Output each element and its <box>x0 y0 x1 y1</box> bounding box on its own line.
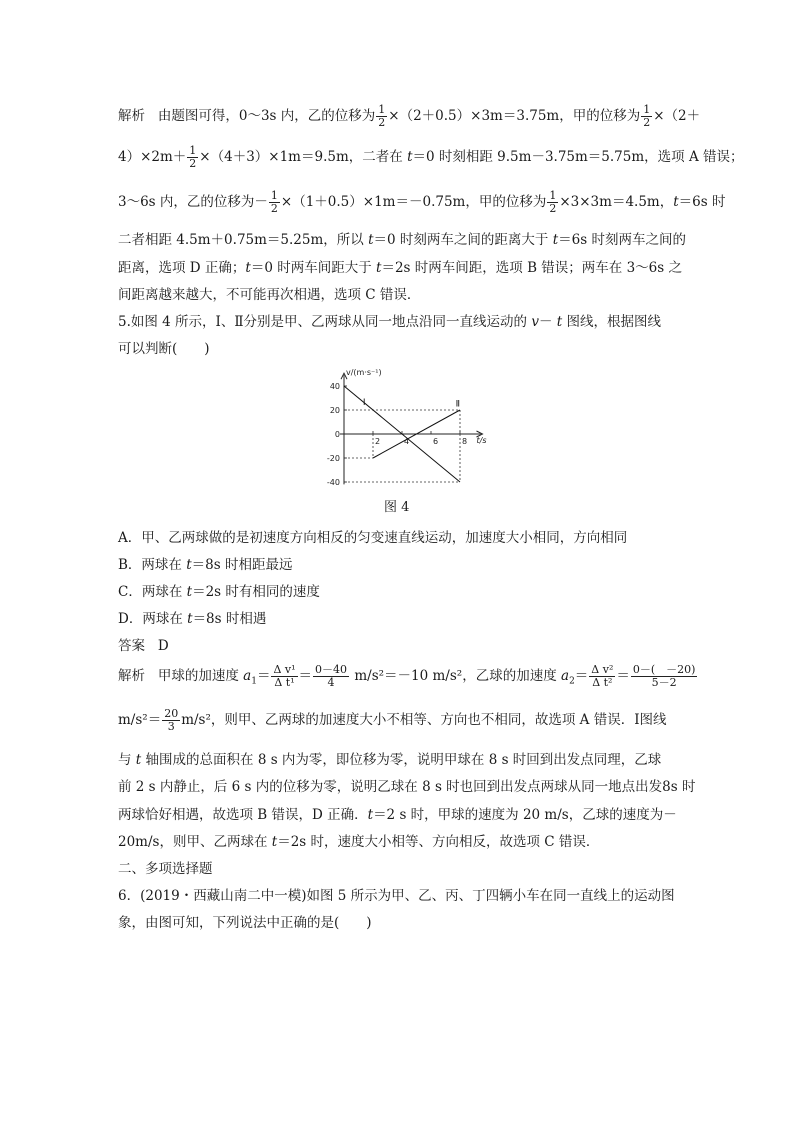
answer <box>118 634 169 654</box>
y-axis-label: v/(m·s⁻¹) <box>346 368 382 378</box>
analysis1-line4: 二者相距 4.5m＋0.75m＝5.25m，所以 t＝0 时刻两车之间的距离大于 t＝6s 时刻两车之间的 <box>118 232 686 248</box>
answer-label: 答案 <box>118 638 145 654</box>
y-tick-label: 20 <box>329 406 340 415</box>
analysis1-label: 解析 <box>118 108 145 124</box>
y-tick-label: 0 <box>334 430 340 439</box>
fraction-half: $\frac{1}{2}$ <box>549 189 557 215</box>
y-tick-label: -20 <box>326 454 340 463</box>
x-axis-label: t/s <box>476 436 487 445</box>
option-d: D．两球在 t＝8s 时相遇 <box>118 611 267 627</box>
analysis1-line3: 3～6s 内，乙的位移为－ $\frac{1}{2}$ ×（1＋0.5）×1m＝－0.75m，甲的位移为 $\frac{1}{2}$ ×3×3m＝4.5m，t＝6s 时 <box>118 189 726 215</box>
fraction-half: $\frac{1}{2}$ <box>189 144 197 170</box>
analysis2-line6: 20m/s，则甲、乙两球在 t＝2s 时，速度大小相等、方向相反，故选项 C 错误． <box>118 834 600 850</box>
x-tick-label: 8 <box>462 437 468 446</box>
analysis2-line1: 解析 甲球的加速度 $a_1=$ $\frac{\text{Δ v¹}}{\text{Δ t¹}}$ ＝ $\frac{0-40}{4}$ m/s²＝－10 m/s²，乙球的加速度 $a_2=$ $\frac{\text{Δ v²}}{\text{Δ t²}}$ ＝ $\frac{0-( -20)}{5-2}$ <box>118 663 696 689</box>
fraction: $\frac{0-( -20)}{5-2}$ <box>632 663 696 689</box>
fraction-half: $\frac{1}{2}$ <box>270 189 278 215</box>
analysis1-line2: 4）×2m＋ $\frac{1}{2}$ ×（4＋3）×1m＝9.5m，二者在 t＝0 时刻相距 9.5m－3.75m＝5.75m，选项 A 错误； <box>118 144 744 170</box>
analysis2-line4: 前 2 s 内静止，后 6 s 内的位移为零，说明乙球在 8 s 时也回到出发点两球从同一地点出发8s 时 <box>118 779 696 795</box>
x-tick-label: 4 <box>404 437 410 446</box>
x-tick-label: 2 <box>375 437 381 446</box>
analysis2-line5: 两球恰好相遇，故选项 B 错误，D 正确．t＝2 s 时，甲球的速度为 20 m/s，乙球的速度为－ <box>118 807 677 823</box>
y-tick-label: -40 <box>326 478 340 487</box>
fraction: $\frac{\text{Δ v²}}{\text{Δ t²}}$ <box>591 663 614 689</box>
vt-chart <box>318 364 487 488</box>
analysis1-line1: 解析 由题图可得，0～3s 内，乙的位移为 $\frac{1}{2}$ ×（2＋0.5）×3m＝3.75m，甲的位移为 $\frac{1}{2}$ ×（2＋ <box>118 103 701 129</box>
y-tick-label: 40 <box>329 382 340 391</box>
option-c: C．两球在 t＝2s 时有相同的速度 <box>118 584 320 600</box>
fraction-half: $\frac{1}{2}$ <box>643 103 651 129</box>
series-label-1: Ⅰ <box>362 398 366 409</box>
figure-caption: 图 4 <box>384 500 410 515</box>
option-b: B．两球在 t＝8s 时相距最远 <box>118 557 293 573</box>
section-title: 二、多项选择题 <box>118 861 213 877</box>
q5-line1: 5.如图 4 所示，Ⅰ、Ⅱ分别是甲、乙两球从同一地点沿同一直线运动的 v－ t 图线，根据图线 <box>118 314 662 330</box>
analysis1-line5: 距离，选项 D 正确；t＝0 时两车间距大于 t＝2s 时两车间距，选项 B 错误；两车在 3～6s 之 <box>118 260 682 276</box>
q6-line1: 6．(2019・西藏山南二中一模)如图 5 所示为甲、乙、丙、丁四辆小车在同一直线上的运动图 <box>118 888 675 904</box>
option-a: A．甲、乙两球做的是初速度方向相反的匀变速直线运动，加速度大小相同，方向相同 <box>118 530 628 546</box>
q5-line2: 可以判断( ) <box>118 341 210 357</box>
x-tick-label: 6 <box>433 437 439 446</box>
answer-value: D <box>157 638 169 654</box>
fraction-half: $\frac{1}{2}$ <box>378 103 386 129</box>
analysis2-line3: 与 t 轴围成的总面积在 8 s 内为零，即位移为零，说明甲球在 8 s 时回到出发点同理，乙球 <box>118 752 662 768</box>
q6-line2: 象，由图可知，下列说法中正确的是( ) <box>118 915 372 931</box>
fraction: $\frac{0-40}{4}$ <box>315 663 348 689</box>
series-label-2: Ⅱ <box>455 399 461 410</box>
fraction: $\frac{20}{3}$ <box>164 707 179 733</box>
analysis1-line6: 间距离越来越大，不可能再次相遇，选项 C 错误． <box>118 287 421 303</box>
analysis2-line2: m/s²＝ $\frac{20}{3}$ m/s²，则甲、乙两球的加速度大小不相等、方向也不相同，故选项 A 错误．Ⅰ图线 <box>118 707 667 733</box>
fraction: $\frac{\text{Δ v¹}}{\text{Δ t¹}}$ <box>273 663 296 689</box>
